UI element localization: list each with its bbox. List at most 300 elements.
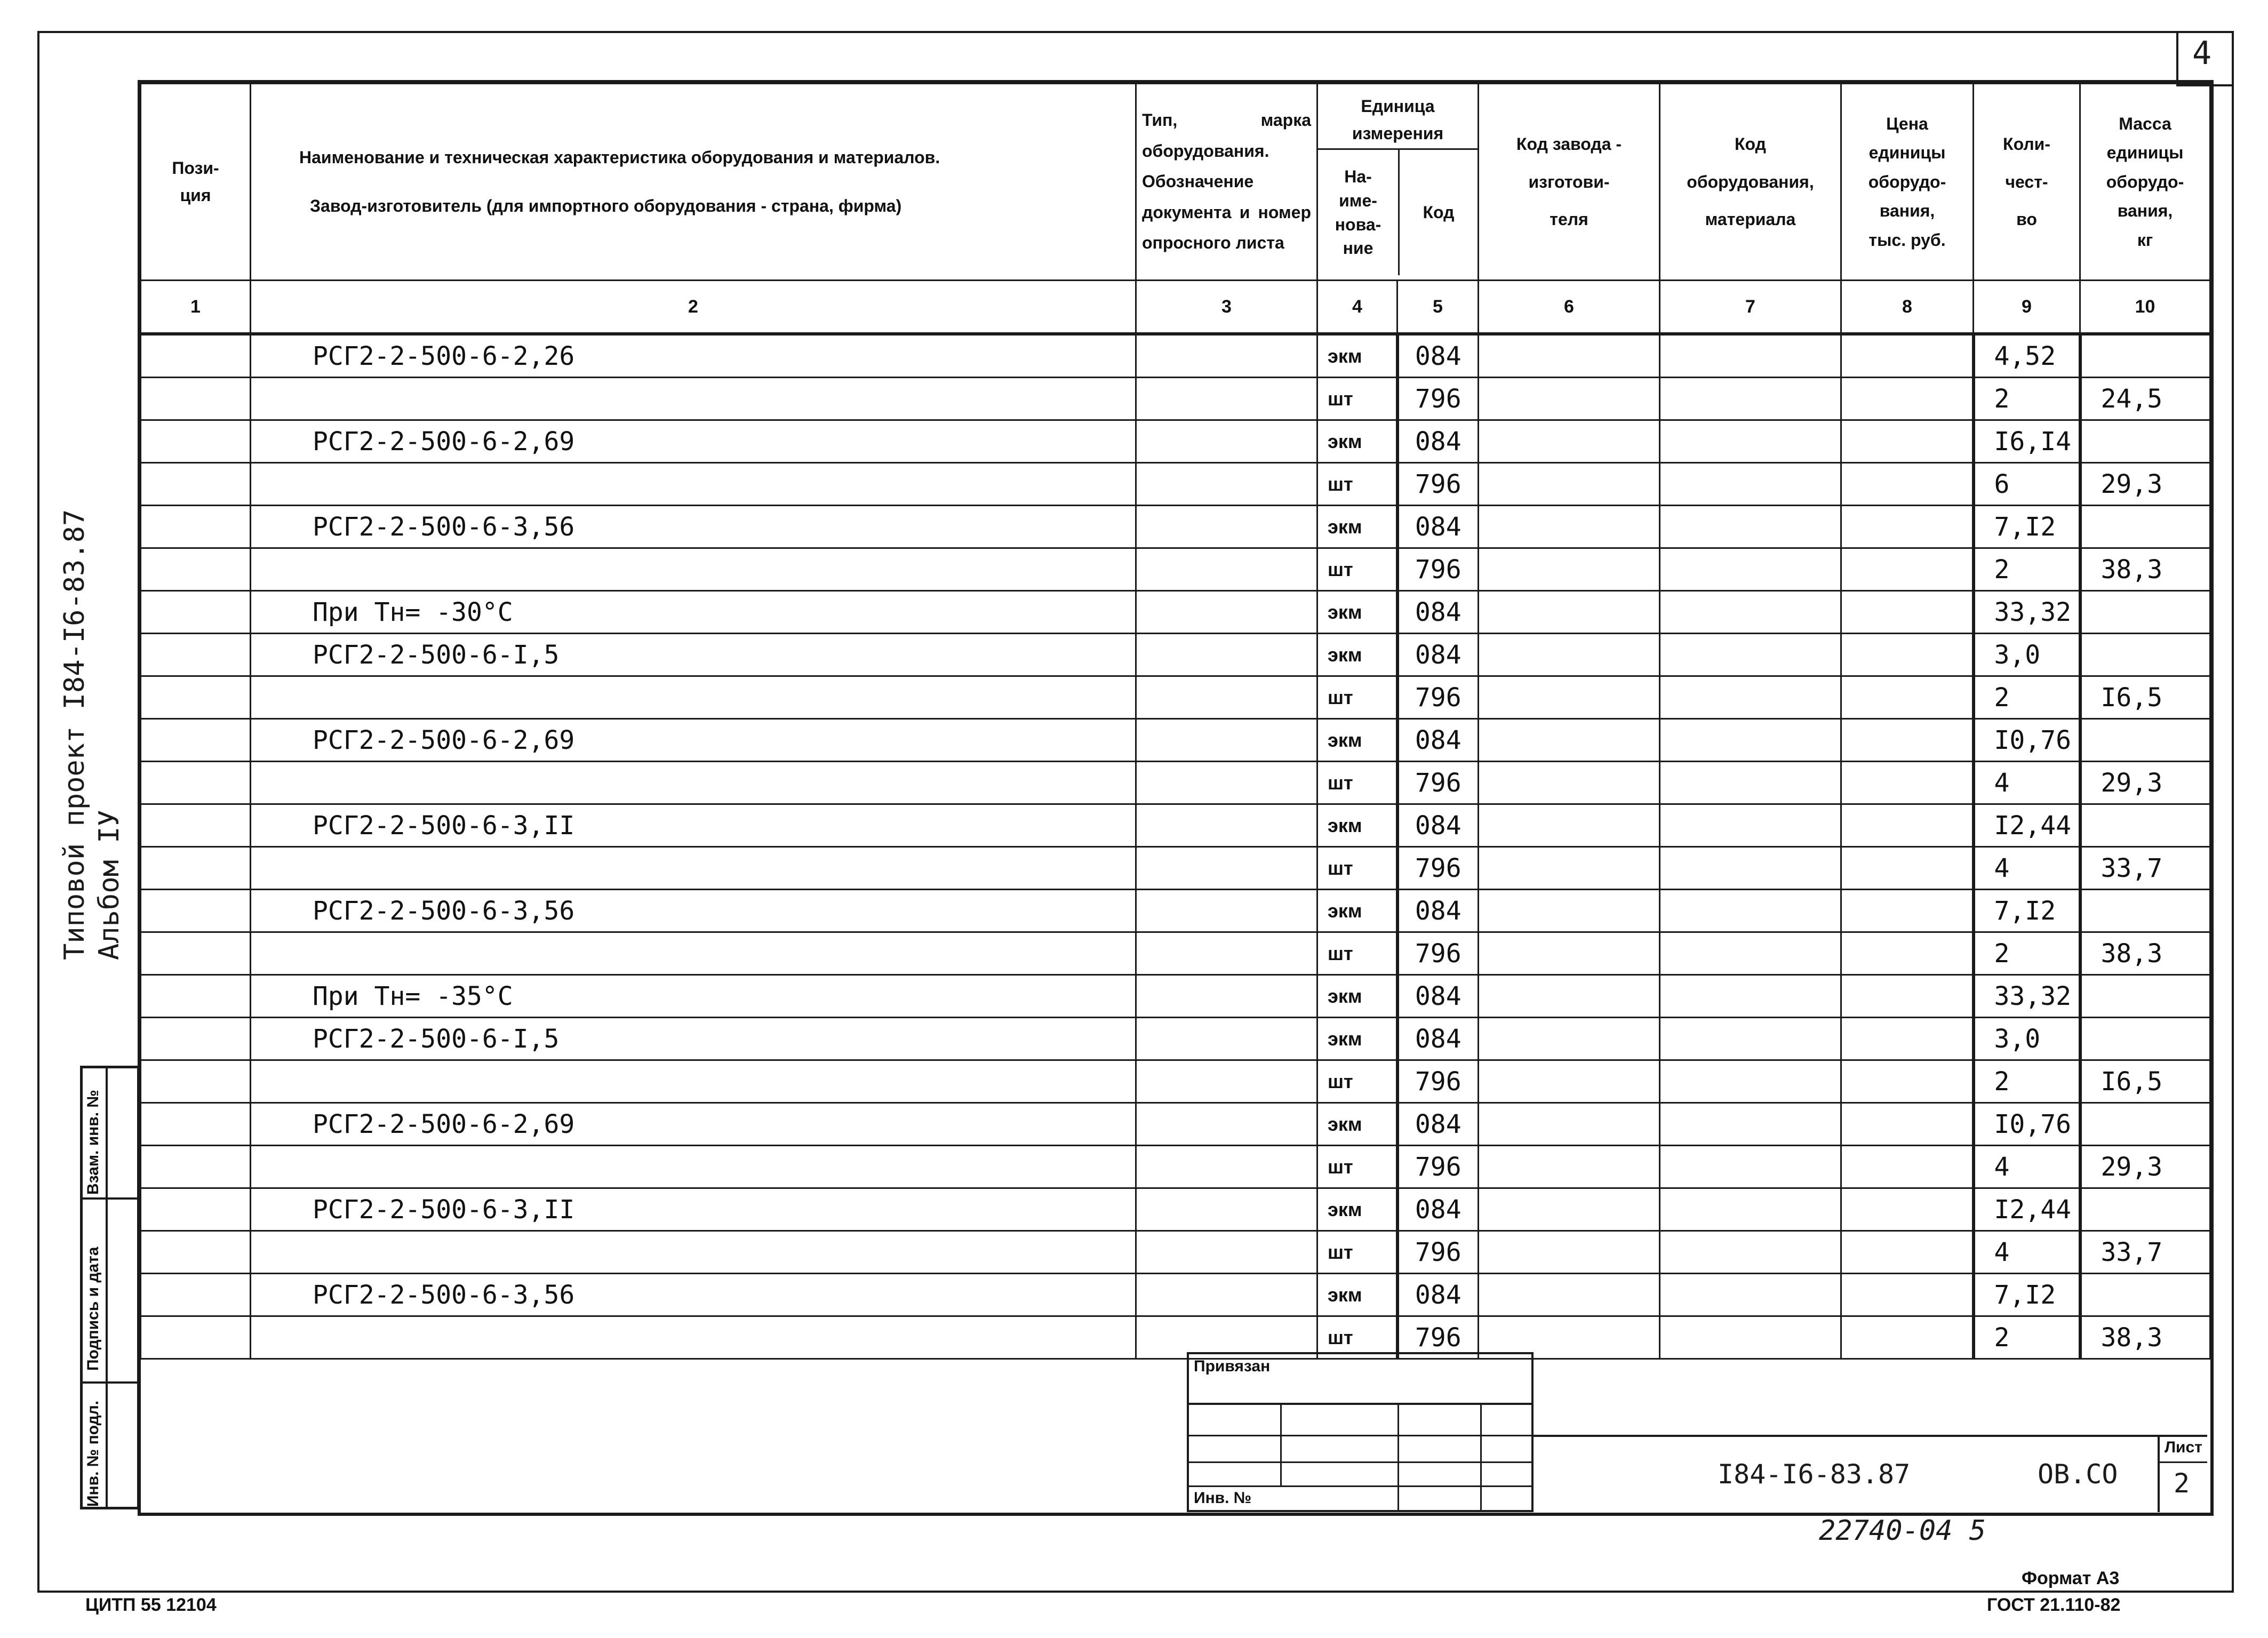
cell-unit-code: 084 xyxy=(1397,719,1479,762)
cell-quantity: 7,I2 xyxy=(1974,1274,2080,1316)
cell-position xyxy=(141,890,251,932)
cell-price xyxy=(1841,762,1974,804)
cell-price xyxy=(1841,847,1974,890)
cell-type xyxy=(1136,634,1317,676)
column-number-row xyxy=(141,281,2210,334)
cell-type xyxy=(1136,1188,1317,1231)
cell-mass: 38,3 xyxy=(2080,932,2210,975)
cell-equipment-code xyxy=(1660,1316,1841,1359)
cell-quantity: 7,I2 xyxy=(1974,890,2080,932)
table-row xyxy=(141,1188,2210,1231)
cell-type xyxy=(1136,506,1317,548)
cell-unit-name: шт xyxy=(1317,463,1397,506)
cell-type xyxy=(1136,1103,1317,1146)
cell-name: При Тн= -35°С xyxy=(251,975,1136,1018)
cell-name: РСГ2-2-500-6-2,69 xyxy=(251,420,1136,463)
cell-price xyxy=(1841,1231,1974,1274)
cell-unit-code: 084 xyxy=(1397,1188,1479,1231)
cell-equipment-code xyxy=(1660,1188,1841,1231)
cell-equipment-code xyxy=(1660,890,1841,932)
cell-price xyxy=(1841,334,1974,378)
cell-unit-code: 084 xyxy=(1397,420,1479,463)
cell-type xyxy=(1136,1060,1317,1103)
sheet-label: Лист xyxy=(2165,1439,2202,1456)
cell-position xyxy=(141,420,251,463)
cell-unit-code: 084 xyxy=(1397,890,1479,932)
cell-name xyxy=(251,932,1136,975)
cell-mass: 29,3 xyxy=(2080,762,2210,804)
colnum-9: 9 xyxy=(1974,281,2080,334)
doc-code-block xyxy=(1534,1435,2207,1437)
cell-position xyxy=(141,1188,251,1231)
cell-price xyxy=(1841,1316,1974,1359)
cell-type xyxy=(1136,420,1317,463)
cell-unit-name: шт xyxy=(1317,1060,1397,1103)
specification-table xyxy=(140,83,2211,1360)
cell-mass xyxy=(2080,334,2210,378)
cell-name: РСГ2-2-500-6-2,69 xyxy=(251,1103,1136,1146)
header-row xyxy=(141,84,2210,281)
cell-equipment-code xyxy=(1660,1103,1841,1146)
cell-name xyxy=(251,378,1136,420)
cell-price xyxy=(1841,890,1974,932)
cell-factory-code xyxy=(1479,420,1660,463)
cell-mass xyxy=(2080,591,2210,634)
colnum-5: 5 xyxy=(1397,281,1479,334)
cell-position xyxy=(141,847,251,890)
cell-quantity: 2 xyxy=(1974,932,2080,975)
table-row xyxy=(141,548,2210,591)
cell-unit-code: 796 xyxy=(1397,932,1479,975)
cell-position xyxy=(141,463,251,506)
cell-quantity: 33,32 xyxy=(1974,591,2080,634)
cell-price xyxy=(1841,719,1974,762)
cell-unit-name: экм xyxy=(1317,1103,1397,1146)
cell-factory-code xyxy=(1479,1274,1660,1316)
side-stamp-sep-2 xyxy=(80,1381,140,1384)
table-row xyxy=(141,591,2210,634)
cell-equipment-code xyxy=(1660,762,1841,804)
cell-unit-name: шт xyxy=(1317,378,1397,420)
cell-unit-code: 084 xyxy=(1397,506,1479,548)
colnum-1: 1 xyxy=(141,281,251,334)
cell-mass xyxy=(2080,975,2210,1018)
cell-factory-code xyxy=(1479,1231,1660,1274)
cell-mass xyxy=(2080,804,2210,847)
bound-vline-1 xyxy=(1280,1403,1282,1485)
header-name xyxy=(251,84,1136,281)
cell-position xyxy=(141,719,251,762)
table-row xyxy=(141,1146,2210,1188)
cell-type xyxy=(1136,1146,1317,1188)
cell-factory-code xyxy=(1479,506,1660,548)
cell-position xyxy=(141,1231,251,1274)
cell-mass: I6,5 xyxy=(2080,1060,2210,1103)
cell-quantity: I6,I4 xyxy=(1974,420,2080,463)
cell-factory-code xyxy=(1479,1060,1660,1103)
cell-name xyxy=(251,463,1136,506)
cell-equipment-code xyxy=(1660,847,1841,890)
cell-mass: 24,5 xyxy=(2080,378,2210,420)
cell-position xyxy=(141,1146,251,1188)
doc-suffix: ОВ.СО xyxy=(2038,1459,2118,1490)
table-row xyxy=(141,1018,2210,1060)
gost-label: ГОСТ 21.110-82 xyxy=(1987,1595,2121,1615)
cell-name: РСГ2-2-500-6-3,II xyxy=(251,804,1136,847)
cell-name xyxy=(251,1060,1136,1103)
cell-unit-name: шт xyxy=(1317,1146,1397,1188)
cell-equipment-code xyxy=(1660,1018,1841,1060)
sheet-box-divider xyxy=(2158,1461,2207,1463)
cell-unit-name: экм xyxy=(1317,634,1397,676)
cell-factory-code xyxy=(1479,634,1660,676)
cell-quantity: 3,0 xyxy=(1974,1018,2080,1060)
cell-name xyxy=(251,1316,1136,1359)
table-row xyxy=(141,804,2210,847)
cell-equipment-code xyxy=(1660,591,1841,634)
cell-quantity: 4 xyxy=(1974,847,2080,890)
cell-unit-code: 084 xyxy=(1397,334,1479,378)
cell-position xyxy=(141,676,251,719)
cell-type xyxy=(1136,762,1317,804)
format-label: Формат А3 xyxy=(2022,1568,2120,1588)
cell-name xyxy=(251,548,1136,591)
header-unit-title: Единица измерения xyxy=(1318,89,1478,150)
cell-position xyxy=(141,1103,251,1146)
cell-position xyxy=(141,591,251,634)
table-row xyxy=(141,975,2210,1018)
cell-price xyxy=(1841,1146,1974,1188)
colnum-8: 8 xyxy=(1841,281,1974,334)
side-stamp-divider xyxy=(106,1066,108,1509)
cell-quantity: 2 xyxy=(1974,1316,2080,1359)
colnum-6: 6 xyxy=(1479,281,1660,334)
cell-factory-code xyxy=(1479,548,1660,591)
cell-name: РСГ2-2-500-6-I,5 xyxy=(251,1018,1136,1060)
cell-unit-name: экм xyxy=(1317,1274,1397,1316)
cell-unit-code: 084 xyxy=(1397,975,1479,1018)
cell-position xyxy=(141,1060,251,1103)
cell-unit-code: 084 xyxy=(1397,1018,1479,1060)
cell-equipment-code xyxy=(1660,634,1841,676)
side-title-line1: Типовой проект I84-I6-83.87 xyxy=(59,509,91,960)
cell-type xyxy=(1136,676,1317,719)
cell-price xyxy=(1841,676,1974,719)
cell-price xyxy=(1841,975,1974,1018)
cell-price xyxy=(1841,1060,1974,1103)
cell-factory-code xyxy=(1479,719,1660,762)
bound-vline-2 xyxy=(1397,1403,1399,1512)
cell-position xyxy=(141,932,251,975)
cell-position xyxy=(141,762,251,804)
stamp-replace-inv: Взам. инв. № xyxy=(84,1090,102,1195)
cell-unit-name: экм xyxy=(1317,890,1397,932)
cell-unit-code: 796 xyxy=(1397,378,1479,420)
cell-equipment-code xyxy=(1660,804,1841,847)
cell-quantity: 7,I2 xyxy=(1974,506,2080,548)
cell-equipment-code xyxy=(1660,932,1841,975)
cell-mass xyxy=(2080,506,2210,548)
cell-type xyxy=(1136,890,1317,932)
cell-equipment-code xyxy=(1660,1060,1841,1103)
cell-factory-code xyxy=(1479,463,1660,506)
cell-price xyxy=(1841,932,1974,975)
colnum-7: 7 xyxy=(1660,281,1841,334)
cell-unit-name: шт xyxy=(1317,762,1397,804)
cell-price xyxy=(1841,804,1974,847)
cell-factory-code xyxy=(1479,1018,1660,1060)
colnum-2: 2 xyxy=(251,281,1136,334)
cell-name xyxy=(251,676,1136,719)
table-row xyxy=(141,719,2210,762)
cell-quantity: I2,44 xyxy=(1974,1188,2080,1231)
sheet-number: 2 xyxy=(2174,1468,2190,1499)
cell-factory-code xyxy=(1479,762,1660,804)
cell-mass xyxy=(2080,420,2210,463)
table-row xyxy=(141,1103,2210,1146)
stamp-inv-original: Инв. № подл. xyxy=(84,1400,102,1507)
cell-name xyxy=(251,1146,1136,1188)
cell-mass xyxy=(2080,1018,2210,1060)
table-row xyxy=(141,420,2210,463)
cell-equipment-code xyxy=(1660,420,1841,463)
cell-unit-code: 084 xyxy=(1397,591,1479,634)
cell-unit-code: 796 xyxy=(1397,463,1479,506)
cell-price xyxy=(1841,1274,1974,1316)
cell-mass xyxy=(2080,1103,2210,1146)
bound-vline-3 xyxy=(1480,1403,1482,1512)
handwritten-number: 22740-04 5 xyxy=(1819,1515,1986,1547)
table-row xyxy=(141,1274,2210,1316)
cell-quantity: 6 xyxy=(1974,463,2080,506)
cell-unit-name: шт xyxy=(1317,676,1397,719)
cell-quantity: I0,76 xyxy=(1974,1103,2080,1146)
cell-quantity: 4,52 xyxy=(1974,334,2080,378)
header-mass: Масса единицы оборудо- вания, кг xyxy=(2080,84,2210,281)
cell-type xyxy=(1136,932,1317,975)
table-row xyxy=(141,463,2210,506)
cell-factory-code xyxy=(1479,847,1660,890)
cell-price xyxy=(1841,634,1974,676)
cell-mass: 33,7 xyxy=(2080,847,2210,890)
cell-unit-name: шт xyxy=(1317,548,1397,591)
side-stamp-sep-1 xyxy=(80,1197,140,1200)
table-row xyxy=(141,847,2210,890)
cell-position xyxy=(141,1316,251,1359)
cell-name: РСГ2-2-500-6-3,II xyxy=(251,1188,1136,1231)
cell-quantity: 2 xyxy=(1974,548,2080,591)
cell-unit-name: экм xyxy=(1317,334,1397,378)
cell-quantity: 33,32 xyxy=(1974,975,2080,1018)
cell-position xyxy=(141,548,251,591)
cell-unit-code: 796 xyxy=(1397,548,1479,591)
table-row xyxy=(141,762,2210,804)
cell-type xyxy=(1136,463,1317,506)
cell-factory-code xyxy=(1479,890,1660,932)
colnum-4: 4 xyxy=(1317,281,1397,334)
cell-unit-code: 084 xyxy=(1397,1103,1479,1146)
cell-unit-code: 084 xyxy=(1397,804,1479,847)
cell-quantity: 2 xyxy=(1974,676,2080,719)
cell-type xyxy=(1136,1018,1317,1060)
cell-name xyxy=(251,1231,1136,1274)
table-row xyxy=(141,506,2210,548)
cell-price xyxy=(1841,463,1974,506)
cell-position xyxy=(141,334,251,378)
cell-type xyxy=(1136,719,1317,762)
cell-equipment-code xyxy=(1660,1274,1841,1316)
cell-unit-name: экм xyxy=(1317,420,1397,463)
cell-quantity: 3,0 xyxy=(1974,634,2080,676)
table-row xyxy=(141,378,2210,420)
doc-code: I84-I6-83.87 xyxy=(1718,1459,1911,1490)
cell-equipment-code xyxy=(1660,378,1841,420)
header-unit-name: На- име- нова- ние xyxy=(1318,150,1400,275)
table-row xyxy=(141,676,2210,719)
cell-name: РСГ2-2-500-6-3,56 xyxy=(251,890,1136,932)
cell-price xyxy=(1841,1103,1974,1146)
cell-unit-name: экм xyxy=(1317,591,1397,634)
cell-mass xyxy=(2080,890,2210,932)
cell-type xyxy=(1136,847,1317,890)
cell-position xyxy=(141,634,251,676)
bound-label: Привязан xyxy=(1194,1357,1271,1375)
cell-mass: 29,3 xyxy=(2080,463,2210,506)
cell-mass xyxy=(2080,1188,2210,1231)
cell-mass: 38,3 xyxy=(2080,1316,2210,1359)
table-row xyxy=(141,1231,2210,1274)
cell-mass: I6,5 xyxy=(2080,676,2210,719)
cell-factory-code xyxy=(1479,591,1660,634)
cell-unit-name: экм xyxy=(1317,1188,1397,1231)
header-name-line2: Завод-изготовитель (для импортного оборудования - страна, фирма) xyxy=(310,196,902,215)
cell-name: При Тн= -30°С xyxy=(251,591,1136,634)
table-row xyxy=(141,932,2210,975)
cell-equipment-code xyxy=(1660,676,1841,719)
cell-price xyxy=(1841,378,1974,420)
cell-name xyxy=(251,847,1136,890)
cell-type xyxy=(1136,378,1317,420)
cell-position xyxy=(141,1274,251,1316)
cell-position xyxy=(141,1018,251,1060)
cell-factory-code xyxy=(1479,378,1660,420)
page-number: 4 xyxy=(2192,35,2212,72)
cell-unit-name: шт xyxy=(1317,847,1397,890)
cell-factory-code xyxy=(1479,676,1660,719)
header-equipment-code: Код оборудования, материала xyxy=(1660,84,1841,281)
print-shop-label: ЦИТП 55 12104 xyxy=(85,1595,217,1615)
cell-quantity: 2 xyxy=(1974,1060,2080,1103)
cell-type xyxy=(1136,591,1317,634)
cell-position xyxy=(141,506,251,548)
cell-factory-code xyxy=(1479,975,1660,1018)
table-row xyxy=(141,634,2210,676)
cell-type xyxy=(1136,804,1317,847)
cell-unit-name: экм xyxy=(1317,1018,1397,1060)
header-unit-group xyxy=(1317,84,1479,281)
table-row xyxy=(141,890,2210,932)
cell-equipment-code xyxy=(1660,1146,1841,1188)
table-row xyxy=(141,1316,2210,1359)
cell-mass: 38,3 xyxy=(2080,548,2210,591)
cell-unit-name: экм xyxy=(1317,506,1397,548)
cell-price xyxy=(1841,548,1974,591)
cell-name: РСГ2-2-500-6-2,26 xyxy=(251,334,1136,378)
cell-equipment-code xyxy=(1660,506,1841,548)
cell-quantity: 4 xyxy=(1974,1231,2080,1274)
header-position: Пози- ция xyxy=(141,84,251,281)
cell-name: РСГ2-2-500-6-3,56 xyxy=(251,506,1136,548)
cell-mass: 33,7 xyxy=(2080,1231,2210,1274)
side-title-line2: Альбом IУ xyxy=(93,810,125,960)
cell-price xyxy=(1841,420,1974,463)
header-unit-code: Код xyxy=(1423,202,1455,222)
cell-position xyxy=(141,378,251,420)
cell-equipment-code xyxy=(1660,975,1841,1018)
header-name-line1: Наименование и техническая характеристика оборудования и материалов. xyxy=(299,147,940,167)
colnum-3: 3 xyxy=(1136,281,1317,334)
table-row xyxy=(141,1060,2210,1103)
cell-type xyxy=(1136,1231,1317,1274)
cell-type xyxy=(1136,548,1317,591)
cell-mass xyxy=(2080,719,2210,762)
cell-mass xyxy=(2080,634,2210,676)
cell-unit-code: 084 xyxy=(1397,1274,1479,1316)
header-factory-code: Код завода - изготови- теля xyxy=(1479,84,1660,281)
cell-quantity: I2,44 xyxy=(1974,804,2080,847)
cell-equipment-code xyxy=(1660,463,1841,506)
cell-unit-code: 796 xyxy=(1397,676,1479,719)
cell-name: РСГ2-2-500-6-I,5 xyxy=(251,634,1136,676)
cell-unit-code: 796 xyxy=(1397,762,1479,804)
cell-unit-name: шт xyxy=(1317,1231,1397,1274)
cell-equipment-code xyxy=(1660,1231,1841,1274)
cell-factory-code xyxy=(1479,1188,1660,1231)
cell-unit-code: 796 xyxy=(1397,1231,1479,1274)
cell-quantity: I0,76 xyxy=(1974,719,2080,762)
table-row xyxy=(141,334,2210,378)
cell-price xyxy=(1841,1188,1974,1231)
cell-unit-name: шт xyxy=(1317,932,1397,975)
cell-quantity: 4 xyxy=(1974,762,2080,804)
cell-unit-code: 796 xyxy=(1397,1060,1479,1103)
inv-label: Инв. № xyxy=(1194,1489,1252,1507)
cell-quantity: 4 xyxy=(1974,1146,2080,1188)
cell-factory-code xyxy=(1479,804,1660,847)
cell-equipment-code xyxy=(1660,548,1841,591)
cell-factory-code xyxy=(1479,932,1660,975)
cell-name: РСГ2-2-500-6-2,69 xyxy=(251,719,1136,762)
cell-price xyxy=(1841,506,1974,548)
cell-equipment-code xyxy=(1660,719,1841,762)
cell-unit-name: экм xyxy=(1317,719,1397,762)
cell-position xyxy=(141,975,251,1018)
cell-type xyxy=(1136,975,1317,1018)
cell-type xyxy=(1136,1274,1317,1316)
cell-unit-name: экм xyxy=(1317,804,1397,847)
cell-unit-code: 084 xyxy=(1397,634,1479,676)
cell-mass xyxy=(2080,1274,2210,1316)
colnum-10: 10 xyxy=(2080,281,2210,334)
cell-quantity: 2 xyxy=(1974,378,2080,420)
cell-price xyxy=(1841,1018,1974,1060)
cell-name: РСГ2-2-500-6-3,56 xyxy=(251,1274,1136,1316)
header-quantity: Коли- чест- во xyxy=(1974,84,2080,281)
header-type: Тип, марка оборудования. Обозначение документа и номер опросного листа xyxy=(1136,84,1317,281)
cell-equipment-code xyxy=(1660,334,1841,378)
cell-unit-code: 796 xyxy=(1397,847,1479,890)
cell-name xyxy=(251,762,1136,804)
